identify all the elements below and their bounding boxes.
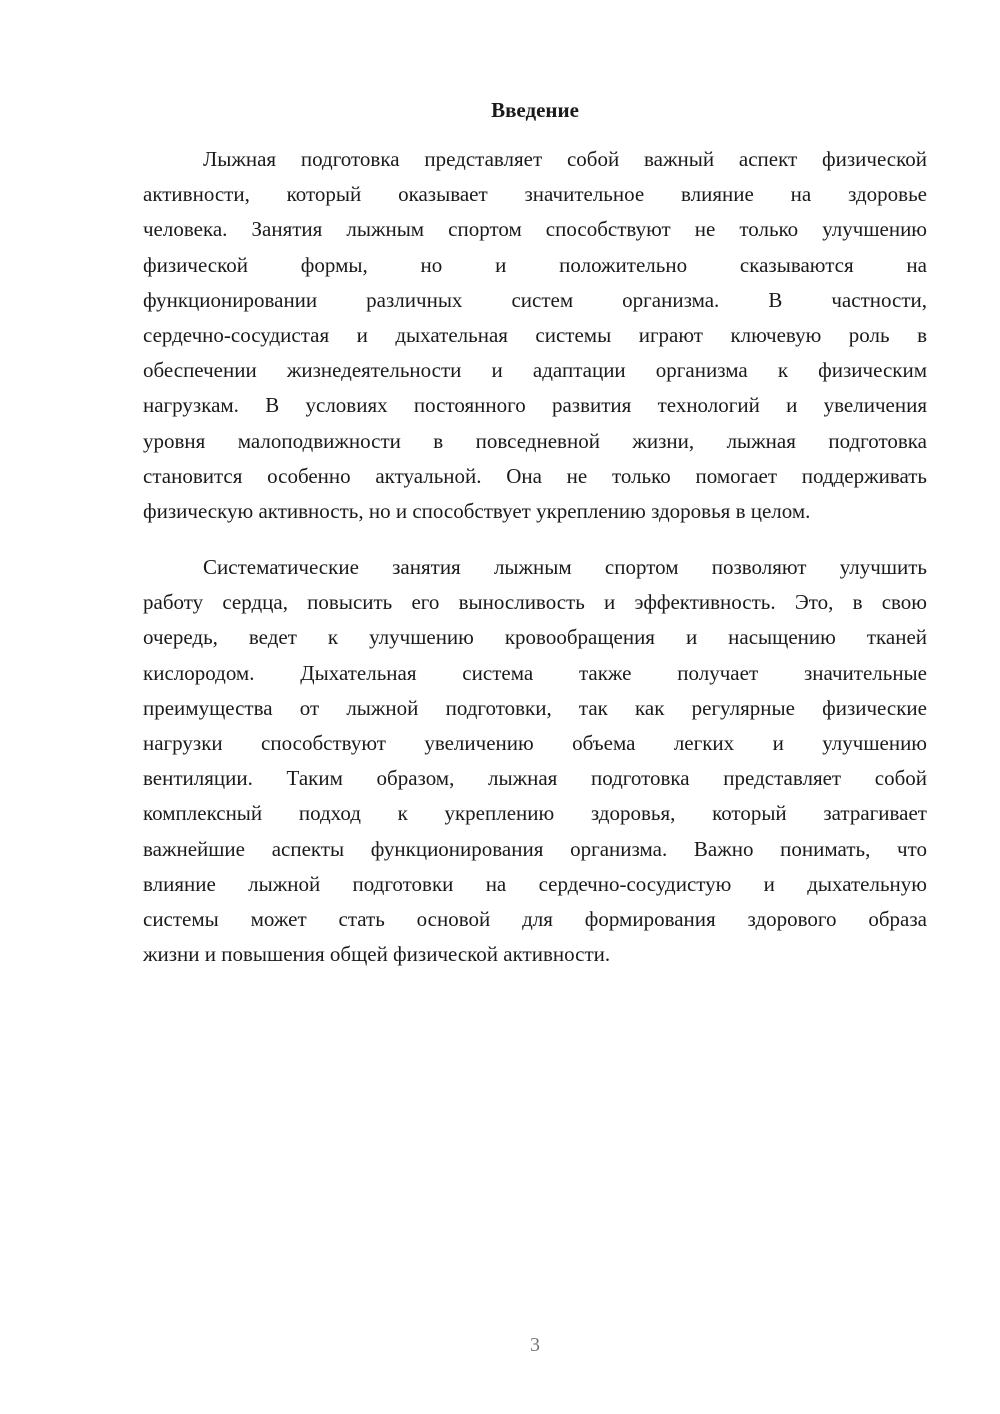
text-line: работу сердца, повысить его выносливость и эффективность. Это, в свою	[143, 590, 927, 615]
text-line: физическую активность, но и способствует укреплению здоровья в целом.	[143, 498, 811, 523]
text-line: уровня малоподвижности в повседневной жизни, лыжная подготовка	[143, 428, 927, 453]
text-line: влияние лыжной подготовки на сердечно-сосудистую и дыхательную	[143, 871, 927, 896]
section-heading: Введение	[491, 98, 579, 122]
text-line: физической формы, но и положительно сказываются на	[143, 252, 927, 277]
paragraph-1	[143, 142, 927, 529]
text-line: преимущества от лыжной подготовки, так как регулярные физические	[143, 695, 927, 720]
text-line: человека. Занятия лыжным спортом способствуют не только улучшению	[143, 217, 927, 242]
text-line: вентиляции. Таким образом, лыжная подготовка представляет собой	[143, 766, 927, 791]
text-line: кислородом. Дыхательная система также получает значительные	[143, 660, 927, 685]
text-line: системы может стать основой для формирования здорового образа	[143, 906, 927, 931]
text-line: комплексный подход к укреплению здоровья, который затрагивает	[143, 801, 927, 826]
text-line: обеспечении жизнедеятельности и адаптации организма к физическим	[143, 358, 927, 383]
text-line: важнейшие аспекты функционирования организма. Важно понимать, что	[143, 836, 927, 861]
paragraph-2	[143, 550, 927, 972]
text-line: очередь, ведет к улучшению кровообращения и насыщению тканей	[143, 625, 927, 650]
text-line: Лыжная подготовка представляет собой важный аспект физической	[203, 147, 927, 171]
text-line: активности, который оказывает значительное влияние на здоровье	[143, 182, 927, 207]
text-line: становится особенно актуальной. Она не только помогает поддерживать	[143, 463, 927, 488]
page-number: 3	[530, 1334, 540, 1356]
text-line: жизни и повышения общей физической активности.	[143, 942, 611, 967]
text-line: функционировании различных систем организма. В частности,	[143, 287, 927, 312]
text-line: нагрузкам. В условиях постоянного развития технологий и увеличения	[143, 393, 927, 418]
text-line: нагрузки способствуют увеличению объема легких и улучшению	[143, 730, 927, 755]
text-line: Систематические занятия лыжным спортом позволяют улучшить	[203, 555, 927, 579]
text-line: сердечно-сосудистая и дыхательная системы играют ключевую роль в	[143, 322, 927, 347]
